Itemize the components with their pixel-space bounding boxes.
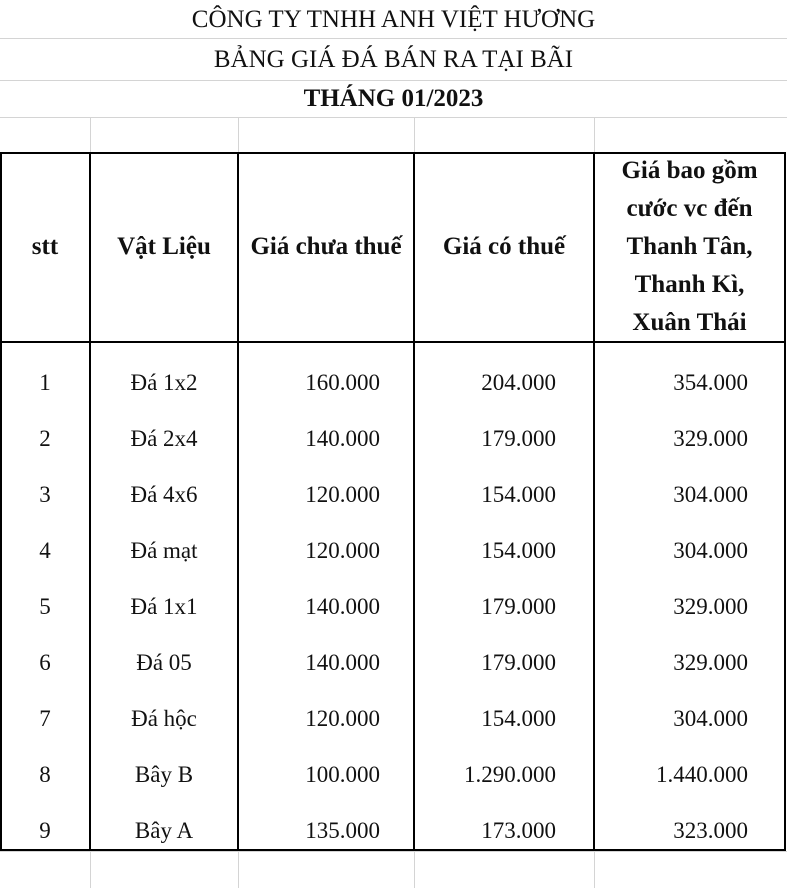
cell-price-with-tax: 154.000 [481, 538, 556, 563]
cell-price-pre-tax: 160.000 [305, 370, 380, 395]
gridline [238, 117, 239, 153]
cell-material: Đá 2x4 [130, 426, 198, 451]
cell-material: Đá 1x1 [130, 594, 198, 619]
cell-price-pre-tax: 120.000 [305, 706, 380, 731]
header-line: cước vc đến [626, 195, 753, 222]
cell-stt: 2 [39, 426, 51, 451]
cell-price-delivered: 304.000 [673, 482, 748, 507]
cell-price-with-tax: 1.290.000 [464, 762, 556, 787]
cell-stt: 7 [39, 706, 51, 731]
cell-material: Đá 05 [136, 650, 192, 675]
cell-price-with-tax: 179.000 [481, 426, 556, 451]
cell-price-pre-tax: 120.000 [305, 538, 380, 563]
cell-price-with-tax: 173.000 [481, 818, 556, 843]
cell-price-delivered: 1.440.000 [656, 762, 748, 787]
cell-stt: 1 [39, 370, 51, 395]
cell-material: Bây A [134, 818, 194, 843]
period-label: THÁNG 01/2023 [303, 85, 484, 112]
cell-price-pre-tax: 100.000 [305, 762, 380, 787]
cell-stt: 4 [39, 538, 51, 563]
header-line: Thanh Tân, [626, 233, 753, 260]
cell-price-pre-tax: 140.000 [305, 594, 380, 619]
cell-price-with-tax: 179.000 [481, 650, 556, 675]
cell-stt: 3 [39, 482, 51, 507]
header-price-delivered [594, 152, 785, 342]
cell-material: Đá mạt [130, 538, 198, 563]
header-price-with-tax: Giá có thuế [442, 233, 566, 260]
header-stt: stt [31, 233, 59, 260]
cell-material: Đá 1x2 [130, 370, 198, 395]
gridline [0, 80, 787, 81]
cell-price-pre-tax: 140.000 [305, 426, 380, 451]
document-title: BẢNG GIÁ ĐÁ BÁN RA TẠI BÃI [213, 46, 574, 73]
gridline [0, 117, 787, 118]
gridline [90, 117, 91, 153]
cell-price-delivered: 304.000 [673, 538, 748, 563]
gridline [414, 117, 415, 153]
gridline [0, 38, 787, 39]
header-line: Giá bao gồm [621, 157, 758, 184]
header-line: Thanh Kì, [634, 271, 745, 298]
cell-stt: 6 [39, 650, 51, 675]
cell-price-delivered: 329.000 [673, 594, 748, 619]
header-material: Vật Liệu [117, 233, 211, 260]
gridline [594, 117, 595, 153]
cell-price-with-tax: 204.000 [481, 370, 556, 395]
cell-price-with-tax: 154.000 [481, 706, 556, 731]
cell-price-delivered: 329.000 [673, 650, 748, 675]
cell-price-pre-tax: 135.000 [305, 818, 380, 843]
cell-stt: 5 [39, 594, 51, 619]
company-name: CÔNG TY TNHH ANH VIỆT HƯƠNG [191, 6, 596, 33]
cell-price-delivered: 304.000 [673, 706, 748, 731]
cell-price-with-tax: 179.000 [481, 594, 556, 619]
cell-price-delivered: 323.000 [673, 818, 748, 843]
header-price-pre-tax: Giá chưa thuế [250, 233, 402, 260]
header-line: Xuân Thái [632, 309, 747, 336]
cell-material: Bây B [134, 762, 194, 787]
cell-price-delivered: 329.000 [673, 426, 748, 451]
cell-material: Đá hộc [131, 706, 197, 731]
cell-price-pre-tax: 120.000 [305, 482, 380, 507]
cell-price-pre-tax: 140.000 [305, 650, 380, 675]
cell-price-delivered: 354.000 [673, 370, 748, 395]
cell-stt: 8 [39, 762, 51, 787]
cell-stt: 9 [39, 818, 51, 843]
cell-price-with-tax: 154.000 [481, 482, 556, 507]
cell-material: Đá 4x6 [130, 482, 198, 507]
